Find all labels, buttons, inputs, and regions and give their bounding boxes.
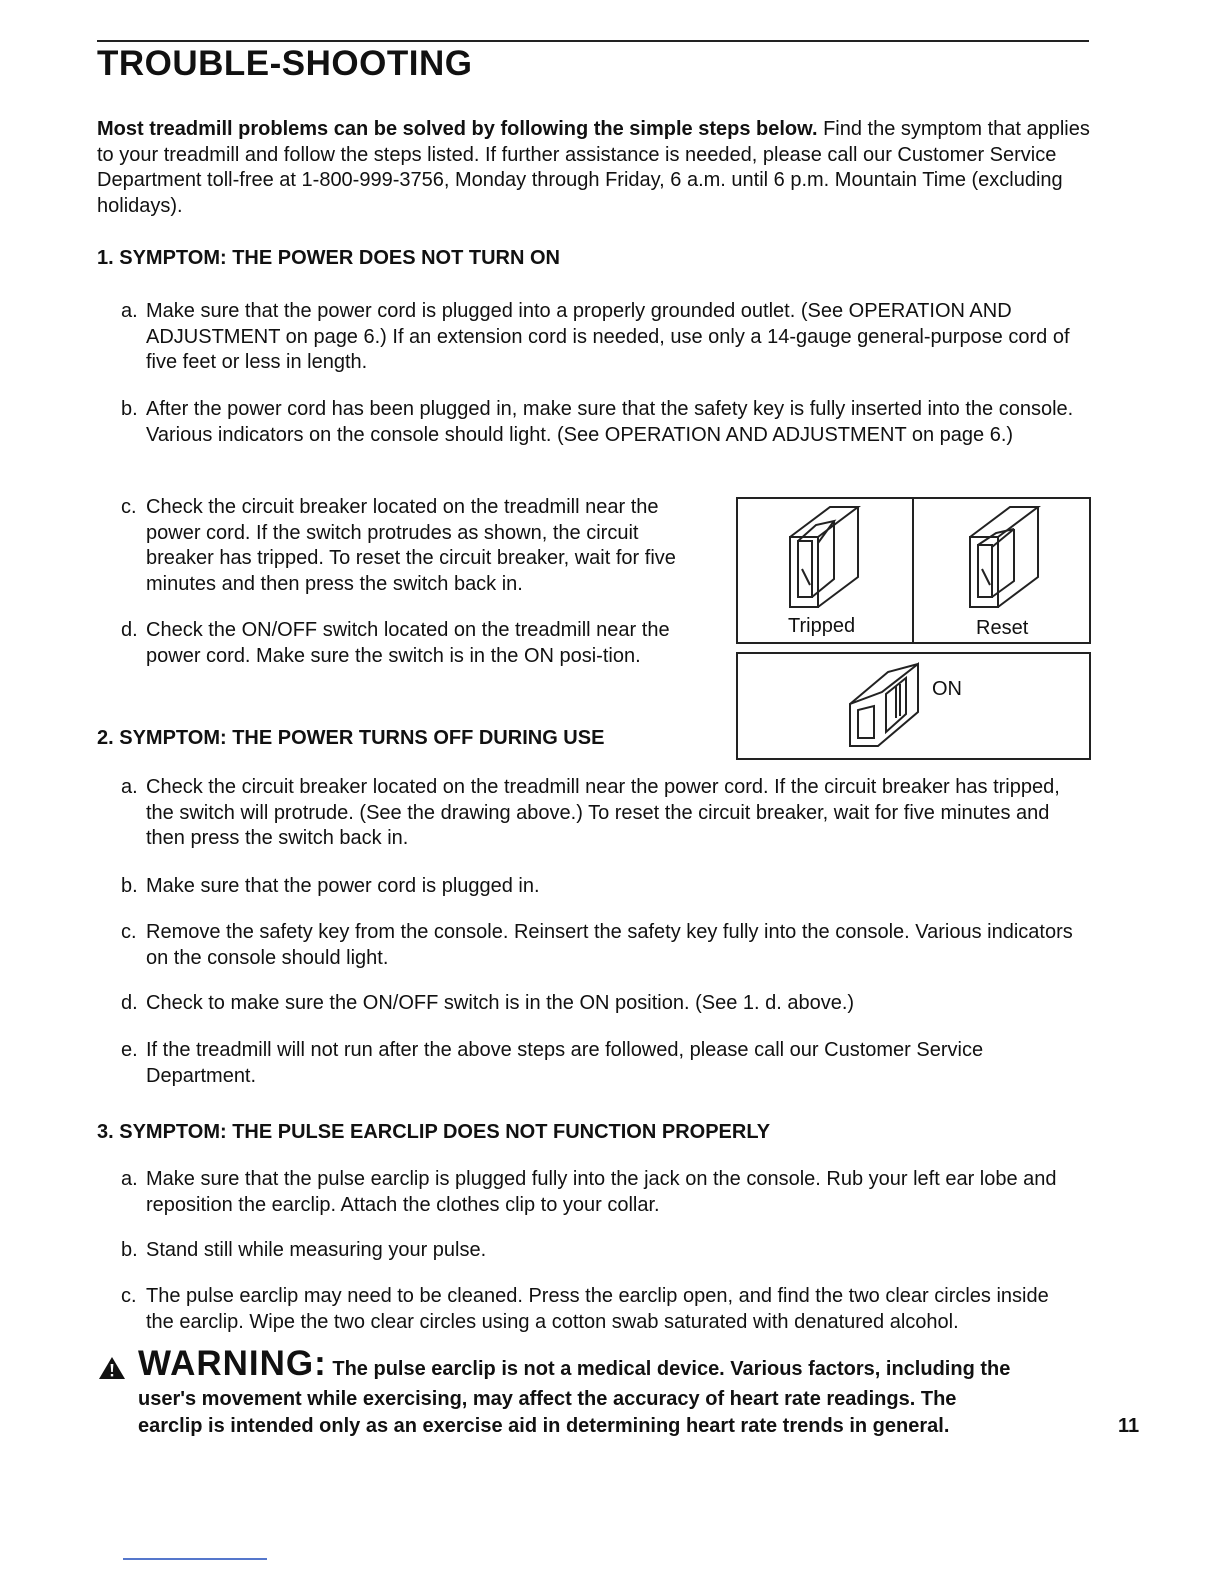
symptom-1-item-d xyxy=(121,618,693,669)
warning-line-1 xyxy=(138,1344,1010,1384)
symptom-3-item-a xyxy=(121,1167,1081,1218)
footer-line xyxy=(123,1558,267,1560)
item-text: Make sure that the power cord is plugged into a properly grounded outlet. (See OPERATION AND ADJUSTMENT on page 6.) If an extension cord is needed, use only a 14-gauge general-purpose cord of five feet or less in length. xyxy=(146,300,1070,373)
item-letter: e. xyxy=(121,1039,138,1061)
symptom-1-item-b xyxy=(121,397,1081,448)
tripped-figure xyxy=(736,497,914,644)
symptom-1-item-a xyxy=(121,299,1091,376)
reset-figure xyxy=(912,497,1091,644)
item-letter: b. xyxy=(121,875,138,897)
page-title: TROUBLE-SHOOTING xyxy=(97,44,473,83)
intro-bold: Most treadmill problems can be solved by following the simple steps below. xyxy=(97,118,818,140)
warning-block xyxy=(98,1344,1098,1444)
tripped-switch-icon xyxy=(738,499,912,611)
item-letter: d. xyxy=(121,619,138,641)
item-text: Make sure that the pulse earclip is plugged fully into the jack on the console. Rub your left ear lobe and reposition the earclip. Attach the clothes clip to your collar. xyxy=(146,1168,1057,1216)
symptom-3-item-c xyxy=(121,1284,1081,1335)
on-off-figure xyxy=(736,652,1091,760)
item-text: The pulse earclip may need to be cleaned. Press the earclip open, and find the two clear circles inside the earclip. Wipe the two clear circles using a cotton swab saturated with denatured alcohol. xyxy=(146,1285,1049,1333)
item-letter: d. xyxy=(121,992,138,1014)
item-text: Check the circuit breaker located on the treadmill near the power cord. If the switch protrudes as shown, the circuit breaker has tripped. To reset the circuit breaker, wait for five minutes and then press the switch back in. xyxy=(146,496,676,595)
symptom-2-item-b xyxy=(121,874,1091,900)
item-text: Check to make sure the ON/OFF switch is in the ON position. (See 1. d. above.) xyxy=(146,992,855,1014)
item-letter: c. xyxy=(121,921,137,943)
symptom-2-item-e xyxy=(121,1038,1081,1089)
item-text: Remove the safety key from the console. Reinsert the safety key fully into the console. Various indicators on the console should light. xyxy=(146,921,1073,969)
item-letter: a. xyxy=(121,1168,138,1190)
item-letter: a. xyxy=(121,776,138,798)
on-off-switch-icon xyxy=(738,654,1089,758)
symptom-3-heading: 3. SYMPTOM: THE PULSE EARCLIP DOES NOT FUNCTION PROPERLY xyxy=(97,1121,771,1143)
symptom-1-heading: 1. SYMPTOM: THE POWER DOES NOT TURN ON xyxy=(97,247,560,269)
symptom-2-item-c xyxy=(121,920,1081,971)
symptom-2-item-d xyxy=(121,991,1091,1017)
reset-switch-icon xyxy=(914,499,1089,611)
tripped-label: Tripped xyxy=(788,615,856,637)
item-text: After the power cord has been plugged in, make sure that the safety key is fully inserted into the console. Various indicators on the console should light. (See OPERATION AND ADJUSTMENT on page 6.) xyxy=(146,398,1074,446)
item-letter: c. xyxy=(121,1285,137,1307)
item-text: Check the circuit breaker located on the treadmill near the power cord. If the circuit breaker has tripped, the switch will protrude. (See the drawing above.) To reset the circuit breaker, wait for five minutes and then press the switch back in. xyxy=(146,776,1060,849)
item-letter: a. xyxy=(121,300,138,322)
item-text: Stand still while measuring your pulse. xyxy=(146,1239,487,1261)
title-rule xyxy=(97,40,1089,42)
symptom-3-item-b xyxy=(121,1238,1081,1264)
intro-text: Find the symptom that applies to your treadmill and follow the steps listed. If further assistance is needed, please call our Customer Service Department toll-free at 1-800-999-3756, Monday through Friday, 6 a.m. until 6 p.m. Mountain Time (excluding holidays). xyxy=(97,118,1090,217)
warning-triangle-icon xyxy=(98,1356,126,1380)
item-text: Make sure that the power cord is plugged in. xyxy=(146,875,540,897)
item-letter: b. xyxy=(121,398,138,420)
reset-label: Reset xyxy=(976,617,1029,639)
warning-line-3: earclip is intended only as an exercise aid in determining heart rate trends in general. xyxy=(138,1415,950,1437)
item-letter: b. xyxy=(121,1239,138,1261)
symptom-1-item-c xyxy=(121,495,681,597)
symptom-2-heading: 2. SYMPTOM: THE POWER TURNS OFF DURING USE xyxy=(97,727,605,749)
symptom-2-item-a xyxy=(121,775,1091,852)
warning-text-1: The pulse earclip is not a medical device. Various factors, including the xyxy=(326,1358,1011,1380)
page-number: 11 xyxy=(1118,1415,1140,1437)
warning-line-2: user's movement while exercising, may affect the accuracy of heart rate readings. The xyxy=(138,1388,957,1410)
item-letter: c. xyxy=(121,496,137,518)
on-label: ON xyxy=(932,678,962,700)
item-text: If the treadmill will not run after the above steps are followed, please call our Customer Service Department. xyxy=(146,1039,984,1087)
intro-paragraph xyxy=(97,117,1097,219)
item-text: Check the ON/OFF switch located on the treadmill near the power cord. Make sure the switch is in the ON posi-tion. xyxy=(146,619,670,667)
warning-heading: WARNING: xyxy=(138,1344,327,1383)
